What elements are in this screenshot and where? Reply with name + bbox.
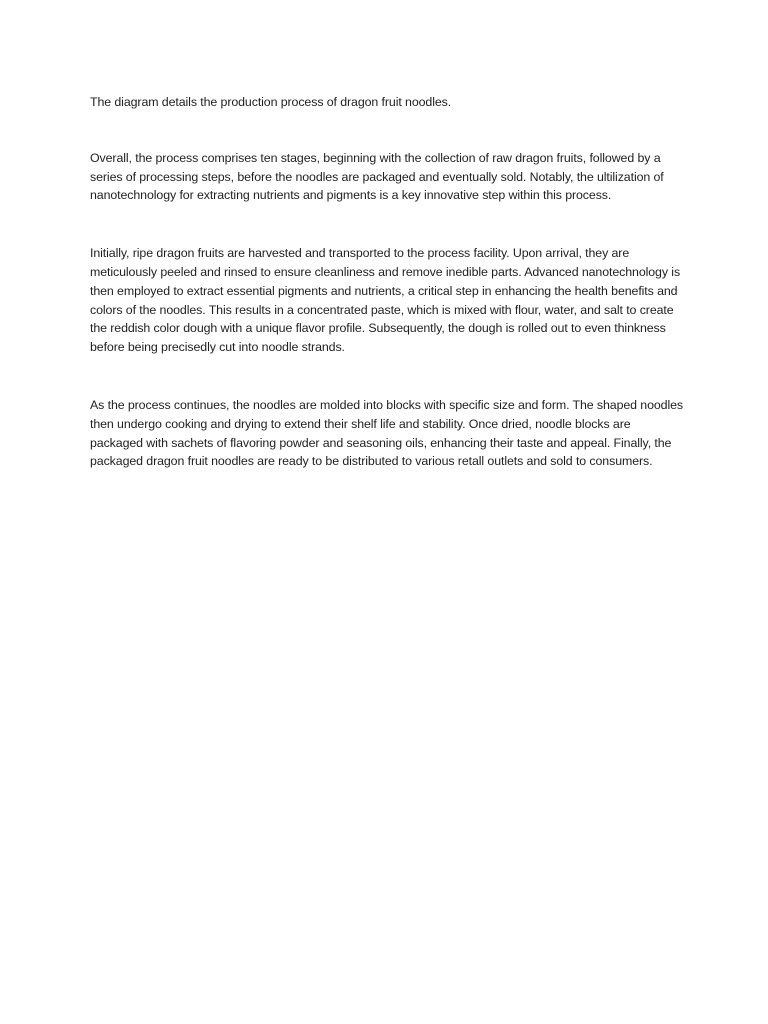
document-body bbox=[90, 93, 686, 471]
paragraph-final-stages: As the process continues, the noodles are molded into blocks with specific size and form. The shaped noodles then undergo cooking and drying to extend their shelf life and stability. Once dried, noodle blocks are packaged with sachets of flavoring powder and seasoning oils, enhancing their taste and appeal. Finally, the packaged dragon fruit noodles are ready to be distributed to various retall outlets and sold to consumers. bbox=[90, 397, 684, 469]
paragraph-overview: Overall, the process comprises ten stages, beginning with the collection of raw dragon fruits, followed by a series of processing steps, before the noodles are packaged and eventually sold. Notably, the ultilization of nanotechnology for extracting nutrients and pigments is a key innovative step within this process. bbox=[90, 150, 664, 203]
paragraph-initial-stages: Initially, ripe dragon fruits are harvested and transported to the process facility. Upon arrival, they are meticulously peeled and rinsed to ensure cleanliness and remove inedible parts. Advanced nanotechnology is then employed to extract essential pigments and nutrients, a critical step in enhancing the health benefits and colors of the noodles. This results in a concentrated paste, which is mixed with flour, water, and salt to create the reddish color dough with a unique flavor profile. Subsequently, the dough is rolled out to even thinkness before being precisedly cut into noodle strands. bbox=[90, 246, 681, 355]
paragraph-intro: The diagram details the production process of dragon fruit noodles. bbox=[90, 95, 452, 109]
